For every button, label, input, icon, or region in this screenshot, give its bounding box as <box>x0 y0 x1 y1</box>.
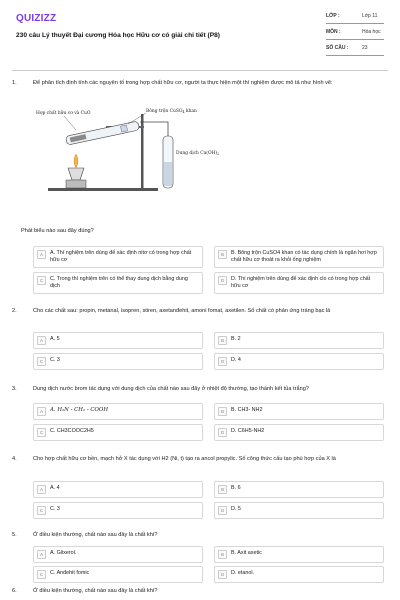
option-letter: B <box>218 336 227 345</box>
question-stem: Ở điều kiện thường, chất nào sau đây là chất khí? <box>33 588 158 594</box>
option-5b[interactable] <box>214 546 384 563</box>
label-caoh2: Dung dịch $Ca(OH)_2$ <box>176 151 220 157</box>
option-5a[interactable] <box>33 546 203 563</box>
question-stem: Cho các chất sau: propin, metanal, isopren, stiren, axetanđehit, amoni fomat, axetilen. Số chất có phản ứng tráng bạc là <box>33 308 331 314</box>
meta-grade-label: LỚP : <box>326 13 340 19</box>
option-letter: D <box>218 428 227 437</box>
option-text: D. 5 <box>231 506 241 512</box>
option-4c[interactable] <box>33 502 203 519</box>
meta-subject-label: MÔN : <box>326 29 341 35</box>
meta-subject <box>326 28 384 40</box>
option-text: D. C6H5-NH2 <box>231 428 265 434</box>
apparatus-svg <box>36 106 220 196</box>
question-number: 5. <box>12 532 17 538</box>
burner <box>68 168 84 180</box>
option-4b[interactable] <box>214 481 384 498</box>
header-divider <box>12 70 388 71</box>
meta-count-label: SỐ CÂU : <box>326 45 349 51</box>
option-2d[interactable] <box>214 353 384 370</box>
meta-subject-value: Hóa học <box>362 29 381 35</box>
option-letter: D <box>218 506 227 515</box>
option-letter: C <box>37 276 46 285</box>
option-text: A. 4 <box>50 485 60 491</box>
option-text: B. 2 <box>231 336 241 342</box>
option-3a[interactable] <box>33 403 203 420</box>
option-4a[interactable] <box>33 481 203 498</box>
option-1d[interactable] <box>214 272 384 294</box>
page-title: 230 câu Lý thuyết Đại cương Hóa học Hữu cơ có giải chi tiết (P8) <box>16 32 220 39</box>
option-text: D. Thí nghiệm trên dùng để xác định clo có trong hợp chất hữu cơ <box>231 276 371 290</box>
option-5c[interactable] <box>33 566 203 583</box>
option-text: B. 6 <box>231 485 241 491</box>
option-text: A. 5 <box>50 336 60 342</box>
question-stem: Cho hợp chất hữu cơ bền, mạch hở X tác dụng với H2 (Ni, t) tạo ra ancol propylic. Số công thức cấu tạo phù hợp của X là <box>33 456 336 462</box>
question-number: 1. <box>12 80 17 86</box>
stand-rod <box>141 114 144 190</box>
option-text: C. Trong thí nghiệm trên có thể thay dung dịch bằng dung dịch <box>50 276 188 290</box>
option-5d[interactable] <box>214 566 384 583</box>
option-letter: D <box>218 276 227 285</box>
option-text: C. Anđehit fomic <box>50 570 90 576</box>
option-text: C. CH3COOC2H5 <box>50 428 94 434</box>
option-letter: A <box>37 250 46 259</box>
caoh2-solution <box>164 162 172 186</box>
option-letter: B <box>218 407 227 416</box>
option-4d[interactable] <box>214 502 384 519</box>
header <box>0 0 400 60</box>
option-text: C. 3 <box>50 357 60 363</box>
option-3b[interactable] <box>214 403 384 420</box>
option-2a[interactable] <box>33 332 203 349</box>
flame <box>74 154 78 168</box>
label-sample: Hợp chất hữu cơ và CuO <box>36 111 91 116</box>
question-number: 2. <box>12 308 17 314</box>
meta-grade <box>326 12 384 24</box>
meta-count-value: 23 <box>362 45 368 51</box>
option-letter: C <box>37 506 46 515</box>
option-letter: B <box>218 485 227 494</box>
option-letter: B <box>218 550 227 559</box>
option-text: A. Thí nghiệm trên dùng để xác định nitơ có trong hợp chất hữu cơ <box>50 250 192 264</box>
option-text: D. 4 <box>231 357 241 363</box>
option-text: B. CH3- NH2 <box>231 407 263 413</box>
test-tube <box>65 121 139 145</box>
option-text: C. 3 <box>50 506 60 512</box>
question-stem: Ở điều kiện thường, chất nào sau đây là chất khí? <box>33 532 158 538</box>
option-2b[interactable] <box>214 332 384 349</box>
question-stem: Để phân tích định tính các nguyên tố trong hợp chất hữu cơ, người ta thực hiện một thí nghiệm được mô tả như hình vẽ: <box>33 80 333 86</box>
question-number: 6. <box>12 588 17 594</box>
option-letter: A <box>37 485 46 494</box>
option-text: B. Bông trộn CuSO4 khan có tác dụng chính là ngăn hơi hợp chất hữu cơ thoát ra khỏi ống nghiệm <box>231 250 377 264</box>
option-2c[interactable] <box>33 353 203 370</box>
option-text: B. Axit axetic <box>231 550 262 556</box>
option-3c[interactable] <box>33 424 203 441</box>
option-letter: C <box>37 357 46 366</box>
option-text: A. H₂N - CH₂ - COOH <box>50 407 109 413</box>
question-number: 3. <box>12 386 17 392</box>
option-text: D. etanol. <box>231 570 255 576</box>
label-cuso4: Bông trộn CuSO$_4$ khan <box>146 109 197 115</box>
option-letter: D <box>218 570 227 579</box>
option-letter: A <box>37 550 46 559</box>
option-1b[interactable] <box>214 246 384 268</box>
question-number: 4. <box>12 456 17 462</box>
option-1c[interactable] <box>33 272 203 294</box>
option-letter: B <box>218 250 227 259</box>
option-letter: C <box>37 570 46 579</box>
question-stem: Dung dịch nước brom tác dụng với dung dịch của chất nào sau đây ở nhiệt độ thường, tạo thành kết tủa trắng? <box>33 386 309 392</box>
option-3d[interactable] <box>214 424 384 441</box>
apparatus-diagram <box>36 106 220 196</box>
option-text: A. Glixerol. <box>50 550 77 556</box>
meta-question-count <box>326 44 384 56</box>
option-1a[interactable] <box>33 246 203 268</box>
cuso4-cotton <box>120 125 127 132</box>
option-letter: A <box>37 336 46 345</box>
question-1-sub: Phát biểu nào sau đây đúng? <box>21 228 94 234</box>
meta-grade-value: Lớp 11 <box>362 13 378 19</box>
quizizz-logo[interactable]: QUIZIZZ <box>16 13 57 24</box>
option-letter: D <box>218 357 227 366</box>
option-letter: A <box>37 407 46 416</box>
option-letter: C <box>37 428 46 437</box>
